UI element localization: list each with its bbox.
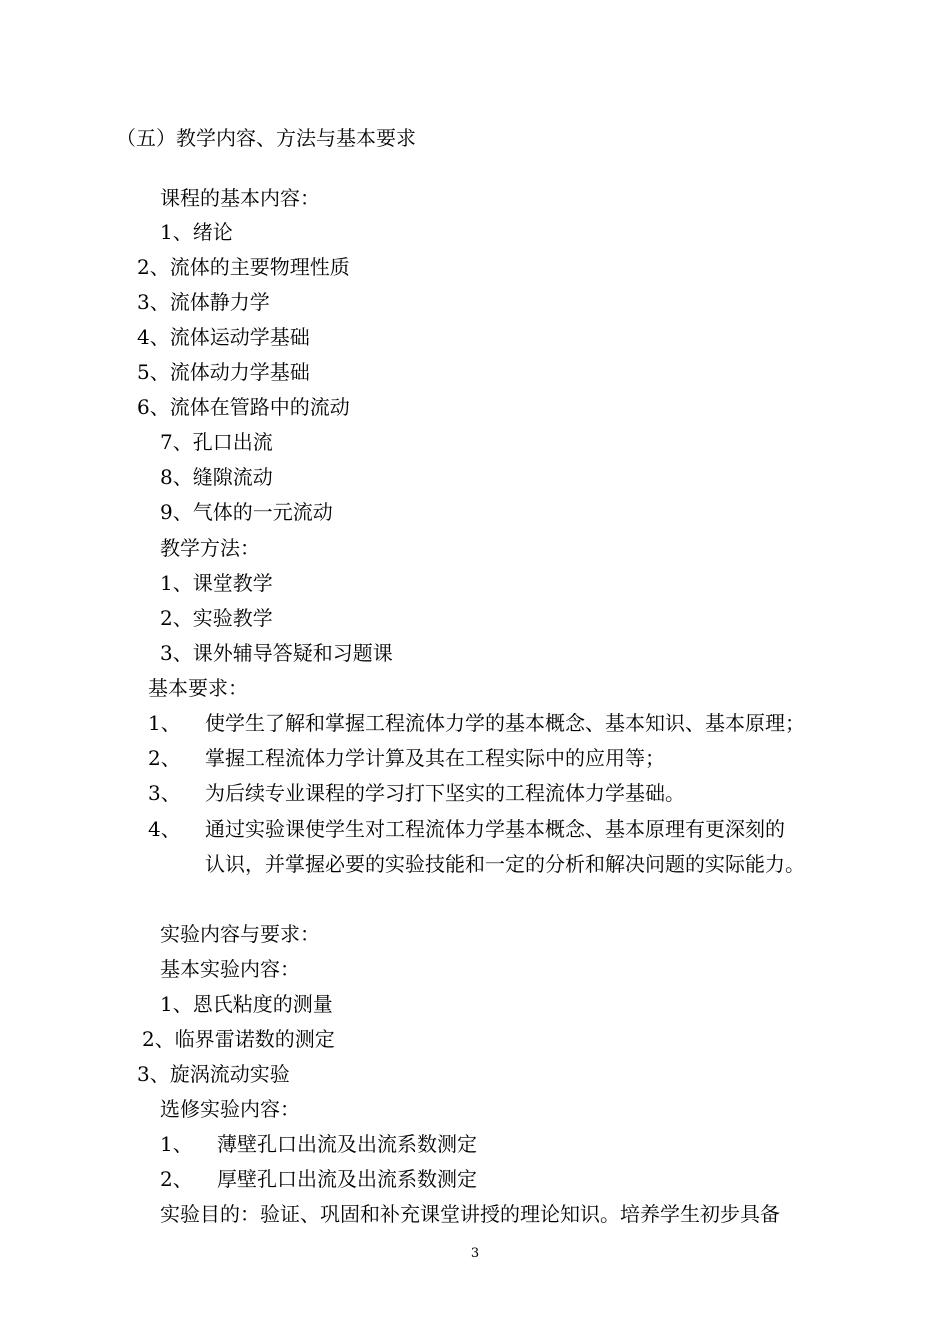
experiment-purpose: 实验目的：验证、巩固和补充课堂讲授的理论知识。培养学生初步具备	[160, 1202, 780, 1226]
course-item-3: 3、流体静力学	[137, 290, 270, 314]
elective-1-number: 1、	[160, 1132, 193, 1156]
elective-experiments-label: 选修实验内容：	[160, 1097, 300, 1121]
requirement-1-text: 使学生了解和掌握工程流体力学的基本概念、基本知识、基本原理；	[205, 711, 805, 735]
requirement-3-number: 3、	[148, 781, 181, 805]
teaching-methods-label: 教学方法：	[160, 536, 260, 560]
requirement-2-number: 2、	[148, 746, 181, 770]
section-heading: （五）教学内容、方法与基本要求	[116, 126, 416, 150]
course-item-1: 1、绪论	[160, 220, 233, 244]
elective-1-text: 薄壁孔口出流及出流系数测定	[217, 1132, 477, 1156]
requirement-4-text-continued: 认识，并掌握必要的实验技能和一定的分析和解决问题的实际能力。	[205, 852, 805, 876]
experiments-label: 实验内容与要求：	[160, 922, 320, 946]
basic-experiment-2: 2、临界雷诺数的测定	[142, 1027, 335, 1051]
requirement-1-number: 1、	[148, 711, 181, 735]
basic-experiment-3: 3、旋涡流动实验	[137, 1062, 290, 1086]
method-item-1: 1、课堂教学	[160, 571, 273, 595]
course-item-7: 7、孔口出流	[160, 430, 273, 454]
page-number: 3	[470, 1246, 480, 1261]
method-item-3: 3、课外辅导答疑和习题课	[160, 641, 393, 665]
course-item-5: 5、流体动力学基础	[137, 360, 310, 384]
course-item-2: 2、流体的主要物理性质	[137, 255, 350, 279]
elective-2-text: 厚壁孔口出流及出流系数测定	[217, 1167, 477, 1191]
method-item-2: 2、实验教学	[160, 606, 273, 630]
requirement-2-text: 掌握工程流体力学计算及其在工程实际中的应用等；	[205, 746, 665, 770]
course-item-6: 6、流体在管路中的流动	[137, 395, 350, 419]
course-item-9: 9、气体的一元流动	[160, 500, 333, 524]
basic-requirements-label: 基本要求：	[148, 676, 248, 700]
course-item-4: 4、流体运动学基础	[137, 325, 310, 349]
basic-experiment-1: 1、恩氏粘度的测量	[160, 992, 333, 1016]
course-item-8: 8、缝隙流动	[160, 465, 273, 489]
requirement-4-text: 通过实验课使学生对工程流体力学基本概念、基本原理有更深刻的	[205, 817, 785, 841]
requirement-3-text: 为后续专业课程的学习打下坚实的工程流体力学基础。	[205, 781, 685, 805]
elective-2-number: 2、	[160, 1167, 193, 1191]
requirement-4-number: 4、	[148, 817, 181, 841]
course-content-label: 课程的基本内容：	[160, 186, 320, 210]
basic-experiments-label: 基本实验内容：	[160, 957, 300, 981]
